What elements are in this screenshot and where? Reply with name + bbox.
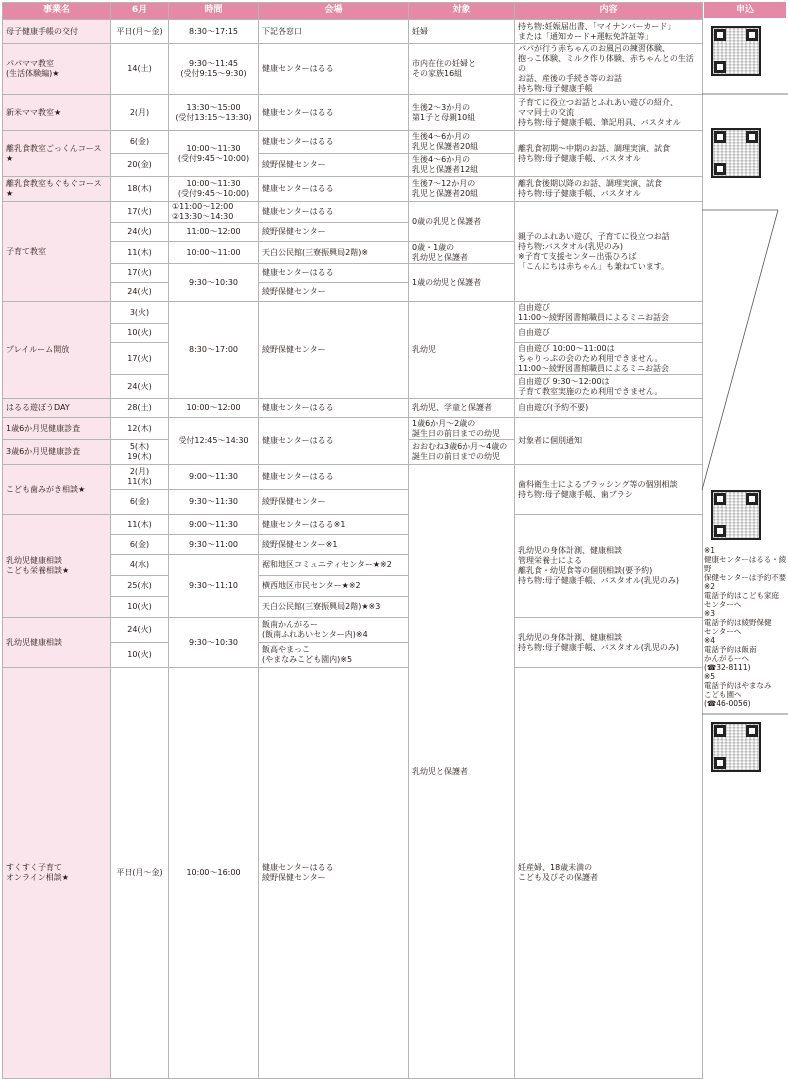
event-date: 14(土) — [111, 44, 169, 95]
header-apply: 申込 — [704, 2, 786, 18]
event-name: すくすく子育て オンライン相談★ — [3, 668, 111, 1079]
header-time: 時間 — [169, 3, 259, 20]
event-time: 8:30〜17:00 — [169, 302, 259, 399]
event-name: こども歯みがき相談★ — [3, 465, 111, 515]
event-time: 10:00〜11:30 (受付9:45〜10:00) — [169, 131, 259, 177]
event-venue: 健康センターはるる — [259, 202, 409, 223]
event-venue: 天白公民館(三寮振興局2階)※ — [259, 242, 409, 264]
event-venue: 飯高やまっこ (やまなみこども園内)※5 — [259, 643, 409, 668]
header-content: 内容 — [515, 3, 703, 20]
event-time: 9:30〜10:30 — [169, 264, 259, 302]
event-date: 平日(月〜金) — [111, 668, 169, 1079]
event-venue: 健康センターはるる — [259, 44, 409, 95]
event-date: 24(火) — [111, 375, 169, 399]
reservation-notes: ※1 健康センターはるる・綾野 保健センターは予約不要 ※2 電話予約はこども家庭 センターへ ※3 電話予約は綾野保健 センターへ ※4 電話予約は飯南 かんがるーへ (☎32-8111) ※5 電話予約はやまなみ こども園へ (☎46-0056) — [704, 546, 787, 708]
event-content: 離乳食初期〜中期のお話、調理実演、試食 持ち物:母子健康手帳、バスタオル — [515, 131, 703, 177]
event-target: 生後4〜6か月の 乳児と保護者20組 — [409, 131, 515, 154]
event-content: 持ち物:妊娠届出書、「マイナンバーカード」 または「通知カード+運転免許証等」 — [515, 20, 703, 44]
qr-code-icon[interactable] — [711, 128, 761, 178]
event-name: 乳幼児健康相談 — [3, 618, 111, 668]
event-name: 離乳食教室もぐもぐコース★ — [3, 177, 111, 202]
event-time: 9:00〜11:30 — [169, 465, 259, 490]
event-date: 2(月) 11(水) — [111, 465, 169, 490]
event-time: 10:00〜16:00 — [169, 668, 259, 1079]
event-target: おおむね3歳6か月〜4歳の 誕生日の前日までの幼児 — [409, 440, 515, 465]
event-name: 離乳食教室ごっくんコース★ — [3, 131, 111, 177]
event-time: 9:30〜11:10 — [169, 555, 259, 618]
event-name: 3歳6か月児健康診査 — [3, 440, 111, 465]
event-target: 妊婦 — [409, 20, 515, 44]
header-venue: 会場 — [259, 3, 409, 20]
event-target: 生後4〜6か月の 乳児と保護者12組 — [409, 154, 515, 177]
event-date: 10(火) — [111, 597, 169, 618]
event-date: 6(金) — [111, 535, 169, 555]
event-venue: 綾野保健センター — [259, 283, 409, 302]
event-time: 13:30〜15:00 (受付13:15〜13:30) — [169, 95, 259, 131]
event-target: 1歳の幼児と保護者 — [409, 264, 515, 302]
event-time: 10:00〜11:30 (受付9:45〜10:00) — [169, 177, 259, 202]
event-target: 妊産婦、18歳未満の こども及びその保護者 — [515, 668, 703, 1079]
event-time: 10:00〜11:00 — [169, 242, 259, 264]
event-content: 自由遊び 11:00〜綾野図書館職員によるミニお話会 — [515, 302, 703, 324]
event-name: はるる遊ぼうDAY — [3, 399, 111, 418]
event-date: 20(金) — [111, 154, 169, 177]
event-time: 9:30〜11:30 — [169, 490, 259, 515]
event-date: 17(火) — [111, 202, 169, 223]
event-venue: 下記各窓口 — [259, 20, 409, 44]
event-content: 乳幼児の身体計測、健康相談 管理栄養士による 離乳食・幼児食等の個別相談(要予約) 持ち物:母子健康手帳、バスタオル(乳児のみ) — [515, 515, 703, 618]
event-venue: 健康センターはるる 綾野保健センター — [259, 668, 409, 1079]
event-date: 6(金) — [111, 490, 169, 515]
event-venue: 健康センターはるる — [259, 465, 409, 490]
event-content: 自由遊び 9:30〜12:00は 子育て教室実施のため利用できません。 — [515, 375, 703, 399]
event-name: プレイルーム開放 — [3, 302, 111, 399]
event-venue: 健康センターはるる — [259, 418, 409, 465]
event-date: 11(木) — [111, 515, 169, 535]
event-venue: 綾野保健センター — [259, 302, 409, 399]
event-date: 10(火) — [111, 324, 169, 343]
event-venue: 飯南かんがるー (飯南ふれあいセンター内)※4 — [259, 618, 409, 643]
event-target: 乳幼児 — [409, 302, 515, 399]
event-date: 10(火) — [111, 643, 169, 668]
event-venue: 健康センターはるる — [259, 399, 409, 418]
event-date: 25(水) — [111, 576, 169, 597]
event-content: 自由遊び 10:00〜11:00は ちゃりっぷの会のため利用できません。 11:00〜綾野図書館職員によるミニお話会 — [515, 343, 703, 375]
event-time: 10:00〜12:00 — [169, 399, 259, 418]
event-date: 28(土) — [111, 399, 169, 418]
event-target: 0歳・1歳の 乳幼児と保護者 — [409, 242, 515, 264]
event-content: 対象者に個別通知 — [515, 418, 703, 465]
event-date: 24(火) — [111, 283, 169, 302]
event-time: 9:30〜10:30 — [169, 618, 259, 668]
event-name: 新米ママ教室★ — [3, 95, 111, 131]
event-venue: 健康センターはるる — [259, 264, 409, 283]
qr-code-icon[interactable] — [711, 722, 761, 772]
header-target: 対象 — [409, 3, 515, 20]
event-venue: 天白公民館(三寮振興局2階)★※3 — [259, 597, 409, 618]
event-content: 乳幼児の身体計測、健康相談 持ち物:母子健康手帳、バスタオル(乳児のみ) — [515, 618, 703, 668]
event-venue: 綾野保健センター — [259, 154, 409, 177]
event-date: 11(木) — [111, 242, 169, 264]
event-venue: 健康センターはるる — [259, 177, 409, 202]
qr-code-icon[interactable] — [711, 490, 761, 540]
event-date: 2(月) — [111, 95, 169, 131]
event-target: 1歳6か月〜2歳の 誕生日の前日までの幼児 — [409, 418, 515, 440]
event-time: 受付12:45〜14:30 — [169, 418, 259, 465]
event-time: ①11:00〜12:00 ②13:30〜14:30 — [169, 202, 259, 223]
event-name: パパママ教室 (生活体験編)★ — [3, 44, 111, 95]
event-venue: 綾野保健センター — [259, 490, 409, 515]
event-venue: 健康センターはるる — [259, 95, 409, 131]
event-venue: 綾野保健センター※1 — [259, 535, 409, 555]
event-time: 11:00〜12:00 — [169, 223, 259, 242]
event-date: 平日(月〜金) — [111, 20, 169, 44]
event-content: 親子のふれあい遊び、子育てに役立つお話 持ち物:バスタオル(乳児のみ) ※子育て支援センター出張ひろば 「こんにちは赤ちゃん」も兼ねています。 — [515, 202, 703, 302]
event-name: 1歳6か月児健康診査 — [3, 418, 111, 440]
event-target: 生後2〜3か月の 第1子と母親10組 — [409, 95, 515, 131]
event-name: 子育て教室 — [3, 202, 111, 302]
event-venue: 裾和地区コミュニティセンター★※2 — [259, 555, 409, 576]
event-target: 乳幼児と保護者 — [409, 465, 515, 1079]
event-content: 自由遊び(予約不要) — [515, 399, 703, 418]
event-venue: 綾野保健センター — [259, 223, 409, 242]
event-date: 17(火) — [111, 343, 169, 375]
header-event: 事業名 — [3, 3, 111, 20]
event-date: 17(火) — [111, 264, 169, 283]
event-date: 12(木) — [111, 418, 169, 440]
event-time: 9:30〜11:45 (受付9:15〜9:30) — [169, 44, 259, 95]
event-target: 0歳の乳児と保護者 — [409, 202, 515, 242]
event-time: 9:00〜11:30 — [169, 515, 259, 535]
header-month: 6月 — [111, 3, 169, 20]
qr-code-icon[interactable] — [711, 26, 761, 76]
event-content: 子育てに役立つお話とふれあい遊びの紹介、 ママ同士の交流 持ち物:母子健康手帳、筆記用具、バスタオル — [515, 95, 703, 131]
event-venue: 健康センターはるる※1 — [259, 515, 409, 535]
event-content: 歯科衛生士によるブラッシング等の個別相談 持ち物:母子健康手帳、歯ブラシ — [515, 465, 703, 515]
event-venue: 横西地区市民センター★※2 — [259, 576, 409, 597]
event-time: 8:30〜17:15 — [169, 20, 259, 44]
event-name: 母子健康手帳の交付 — [3, 20, 111, 44]
event-name: 乳幼児健康相談 こども栄養相談★ — [3, 515, 111, 618]
event-venue: 健康センターはるる — [259, 131, 409, 154]
event-content: 離乳食後期以降のお話、調理実演、試食 持ち物:母子健康手帳、バスタオル — [515, 177, 703, 202]
event-date: 24(火) — [111, 223, 169, 242]
event-date: 24(火) — [111, 618, 169, 643]
event-content: パパが行う赤ちゃんのお風呂の練習体験、 抱っこ体験、ミルク作り体験、赤ちゃんとの生活の お話、産後の手続き等のお話 持ち物:母子健康手帳 — [515, 44, 703, 95]
event-target: 乳幼児、学童と保護者 — [409, 399, 515, 418]
event-date: 4(水) — [111, 555, 169, 576]
event-date: 6(金) — [111, 131, 169, 154]
event-time: 9:30〜11:00 — [169, 535, 259, 555]
event-target: 市内在住の妊婦と その家族16組 — [409, 44, 515, 95]
event-date: 3(火) — [111, 302, 169, 324]
event-date: 5(木) 19(木) — [111, 440, 169, 465]
event-target: 生後7〜12か月の 乳児と保護者20組 — [409, 177, 515, 202]
event-content: 自由遊び — [515, 324, 703, 343]
event-date: 18(木) — [111, 177, 169, 202]
